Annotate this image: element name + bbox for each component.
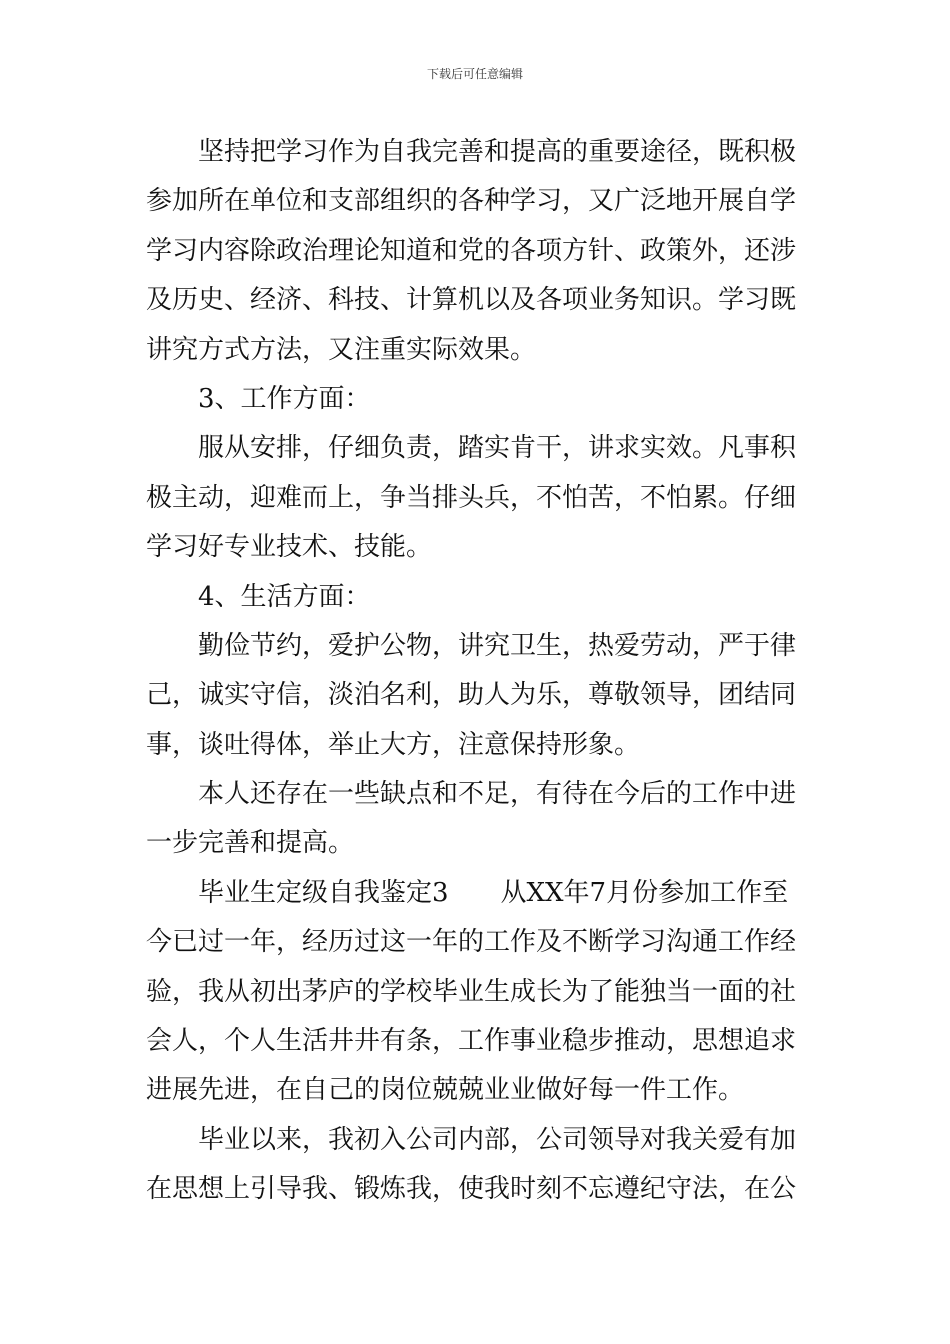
document-body	[146, 128, 808, 1215]
text-line: 及历史、经济、科技、计算机以及各项业务知识。学习既	[146, 285, 797, 316]
page-header: 下载后可任意编辑	[426, 67, 523, 81]
text-line: 己，诚实守信，淡泊名利，助人为乐，尊敬领导，团结同	[146, 680, 797, 711]
text-line: 进展先进，在自己的岗位兢兢业业做好每一件工作。	[146, 1075, 745, 1106]
text-line: 事，谈吐得体，举止大方，注意保持形象。	[146, 729, 641, 760]
text-line: 学习好专业技术、技能。	[146, 532, 433, 563]
text-line: 验，我从初出茅庐的学校毕业生成长为了能独当一面的社	[146, 976, 797, 1007]
text-line: 毕业以来，我初入公司内部，公司领导对我关爱有加	[198, 1124, 797, 1155]
text-line: 学习内容除政治理论知道和党的各项方针、政策外，还涉	[146, 235, 797, 266]
text-line: 讲究方式方法，又注重实际效果。	[146, 334, 537, 365]
text-line: 今已过一年，经历过这一年的工作及不断学习沟通工作经	[146, 927, 797, 958]
text-line: 4、生活方面：	[198, 581, 371, 612]
text-line: 极主动，迎难而上，争当排头兵，不怕苦，不怕累。仔细	[146, 482, 797, 513]
text-line: 本人还存在一些缺点和不足，有待在今后的工作中进	[198, 779, 797, 810]
text-line: 服从安排，仔细负责，踏实肯干，讲求实效。凡事积	[198, 433, 797, 464]
text-line: 毕业生定级自我鉴定3 从XX年7月份参加工作至	[198, 877, 789, 908]
text-line: 在思想上引导我、锻炼我，使我时刻不忘遵纪守法，在公	[146, 1174, 797, 1205]
text-line: 会人，个人生活井井有条，工作事业稳步推动，思想追求	[146, 1026, 797, 1057]
text-line: 一步完善和提高。	[146, 828, 355, 859]
text-line: 勤俭节约，爱护公物，讲究卫生，热爱劳动，严于律	[198, 630, 797, 661]
text-line: 3、工作方面：	[198, 383, 371, 414]
text-line: 参加所在单位和支部组织的各种学习，又广泛地开展自学	[146, 186, 797, 217]
text-line: 坚持把学习作为自我完善和提高的重要途径，既积极	[198, 137, 797, 167]
